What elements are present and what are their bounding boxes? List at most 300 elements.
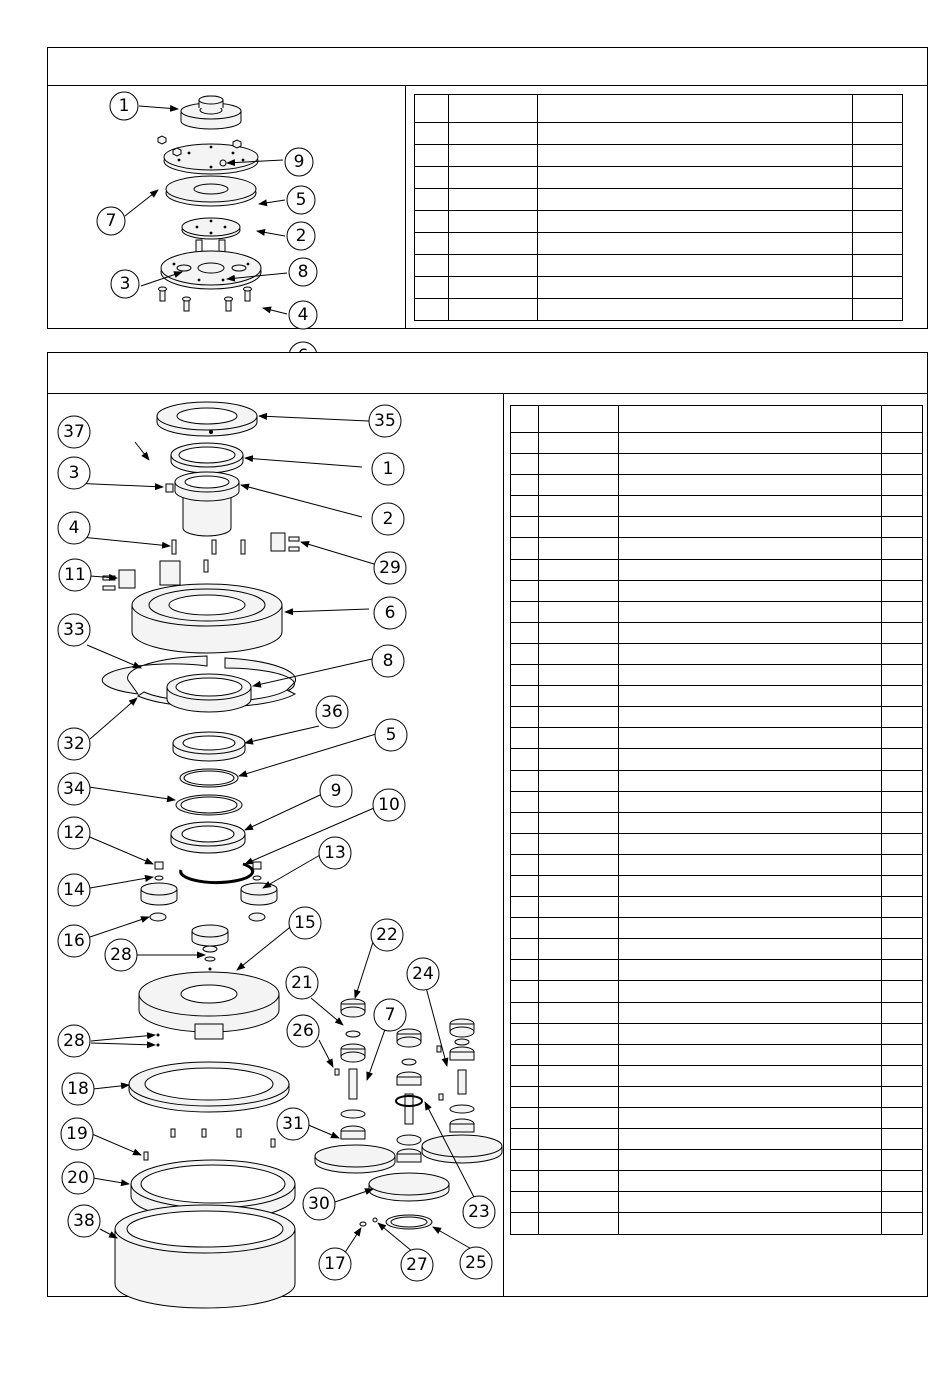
cell-code [539, 1086, 619, 1107]
cell-pos [511, 960, 539, 981]
cell-qty [853, 233, 903, 255]
top-col-code [449, 95, 538, 123]
top-assembly-panel [47, 47, 928, 329]
cell-description [619, 643, 882, 664]
cell-pos [415, 255, 449, 277]
table-row [415, 255, 903, 277]
bottom-parts-table [510, 405, 923, 1235]
cell-qty [882, 1065, 923, 1086]
table-row [511, 791, 923, 812]
cell-qty [882, 981, 923, 1002]
cell-pos [511, 875, 539, 896]
bottom-exploded-diagram [49, 394, 502, 1296]
cell-pos [511, 559, 539, 580]
cell-code [449, 233, 538, 255]
cell-description [619, 665, 882, 686]
callout-bottom-7: 7 [384, 1005, 396, 1025]
cell-qty [882, 1192, 923, 1213]
table-row [511, 1044, 923, 1065]
cell-pos [511, 812, 539, 833]
cell-pos [511, 897, 539, 918]
bottom-col-pos [511, 406, 539, 433]
cell-qty [882, 875, 923, 896]
cell-qty [882, 433, 923, 454]
callout-top-8: 8 [297, 262, 309, 282]
callout-bottom-4: 4 [68, 518, 80, 538]
table-row [415, 145, 903, 167]
table-row [415, 189, 903, 211]
cell-qty [882, 728, 923, 749]
cell-code [539, 622, 619, 643]
cell-pos [511, 454, 539, 475]
cell-code [539, 580, 619, 601]
cell-description [619, 601, 882, 622]
cell-code [539, 939, 619, 960]
table-row [511, 601, 923, 622]
cell-pos [511, 517, 539, 538]
cell-description [619, 538, 882, 559]
cell-pos [511, 1150, 539, 1171]
cell-code [539, 791, 619, 812]
callout-bottom-15: 15 [294, 913, 316, 933]
cell-pos [415, 145, 449, 167]
table-row [511, 686, 923, 707]
cell-code [539, 812, 619, 833]
cell-qty [853, 167, 903, 189]
cell-qty [882, 939, 923, 960]
cell-qty [882, 580, 923, 601]
cell-pos [511, 433, 539, 454]
table-row [511, 854, 923, 875]
callout-bottom-12: 12 [63, 823, 85, 843]
cell-pos [511, 1044, 539, 1065]
callout-bottom-20: 20 [67, 1168, 89, 1188]
cell-code [539, 475, 619, 496]
cell-description [619, 580, 882, 601]
table-row [511, 981, 923, 1002]
table-row [511, 1108, 923, 1129]
cell-description [619, 1150, 882, 1171]
table-row [511, 749, 923, 770]
cell-code [539, 1108, 619, 1129]
cell-qty [882, 897, 923, 918]
cell-pos [511, 538, 539, 559]
cell-qty [882, 686, 923, 707]
cell-description [619, 1002, 882, 1023]
cell-description [619, 875, 882, 896]
cell-description [619, 1192, 882, 1213]
table-row [415, 277, 903, 299]
callout-bottom-10: 10 [378, 795, 400, 815]
cell-code [539, 1065, 619, 1086]
cell-qty [882, 559, 923, 580]
cell-code [539, 918, 619, 939]
cell-code [539, 433, 619, 454]
callout-bottom-33: 33 [63, 620, 85, 640]
cell-pos [511, 1171, 539, 1192]
table-row [511, 496, 923, 517]
cell-code [539, 454, 619, 475]
cell-pos [511, 496, 539, 517]
cell-pos [511, 1213, 539, 1234]
cell-code [539, 728, 619, 749]
cell-pos [511, 1108, 539, 1129]
cell-code [539, 643, 619, 664]
top-parts-table-body [415, 123, 903, 321]
callout-top-9: 9 [293, 152, 305, 172]
cell-description [619, 559, 882, 580]
top-col-qty [853, 95, 903, 123]
cell-pos [511, 665, 539, 686]
cell-pos [415, 123, 449, 145]
cell-qty [882, 643, 923, 664]
cell-description [538, 233, 853, 255]
cell-pos [511, 1065, 539, 1086]
callout-bottom-3: 3 [68, 463, 80, 483]
bottom-parts-table-header [511, 406, 923, 433]
table-row [511, 622, 923, 643]
table-row [511, 875, 923, 896]
callout-top-7: 7 [105, 211, 117, 231]
cell-description [619, 728, 882, 749]
cell-pos [511, 728, 539, 749]
cell-qty [882, 454, 923, 475]
table-row [511, 897, 923, 918]
cell-qty [882, 517, 923, 538]
cell-code [539, 686, 619, 707]
cell-qty [882, 854, 923, 875]
cell-code [539, 875, 619, 896]
cell-description [619, 622, 882, 643]
bottom-col-qty [882, 406, 923, 433]
table-row [511, 1213, 923, 1234]
cell-pos [415, 167, 449, 189]
cell-pos [511, 686, 539, 707]
cell-description [619, 1086, 882, 1107]
bottom-col-code [539, 406, 619, 433]
callout-bottom-26: 26 [292, 1021, 314, 1041]
cell-description [619, 496, 882, 517]
cell-qty [882, 960, 923, 981]
cell-qty [882, 812, 923, 833]
callout-bottom-11: 11 [64, 565, 86, 585]
cell-code [539, 707, 619, 728]
cell-description [619, 791, 882, 812]
cell-code [539, 496, 619, 517]
cell-qty [882, 707, 923, 728]
cell-qty [882, 601, 923, 622]
cell-qty [882, 1108, 923, 1129]
cell-description [538, 145, 853, 167]
callout-bottom-18: 18 [67, 1079, 89, 1099]
callout-bottom-14: 14 [63, 880, 85, 900]
table-row [511, 770, 923, 791]
table-row [511, 475, 923, 496]
callout-bottom-25: 25 [465, 1253, 487, 1273]
table-row [511, 643, 923, 664]
callout-bottom-36: 36 [321, 702, 343, 722]
table-row [415, 123, 903, 145]
table-row [511, 707, 923, 728]
cell-description [619, 833, 882, 854]
top-exploded-diagram [49, 86, 404, 328]
bottom-parts-table-body [511, 433, 923, 1235]
cell-code [539, 897, 619, 918]
cell-code [449, 167, 538, 189]
cell-pos [511, 475, 539, 496]
cell-qty [882, 1171, 923, 1192]
cell-qty [882, 791, 923, 812]
cell-description [619, 1129, 882, 1150]
table-row [511, 833, 923, 854]
callout-bottom-13: 13 [324, 843, 346, 863]
cell-qty [882, 1044, 923, 1065]
callout-bottom-17: 17 [324, 1254, 346, 1274]
cell-description [619, 1213, 882, 1234]
cell-code [539, 1192, 619, 1213]
callout-bottom-29: 29 [379, 558, 401, 578]
cell-description [538, 123, 853, 145]
table-row [511, 1023, 923, 1044]
cell-description [619, 686, 882, 707]
top-panel-divider [405, 86, 406, 328]
callout-bottom-37: 37 [63, 422, 85, 442]
table-row [511, 559, 923, 580]
cell-code [539, 854, 619, 875]
cell-qty [882, 833, 923, 854]
cell-qty [882, 749, 923, 770]
cell-code [539, 1044, 619, 1065]
cell-code [539, 833, 619, 854]
callout-bottom-9: 9 [330, 781, 342, 801]
cell-pos [511, 601, 539, 622]
table-row [511, 1192, 923, 1213]
cell-description [538, 255, 853, 277]
cell-description [619, 812, 882, 833]
cell-description [538, 189, 853, 211]
cell-description [619, 918, 882, 939]
cell-qty [853, 211, 903, 233]
table-row [511, 580, 923, 601]
cell-pos [511, 749, 539, 770]
bottom-panel-divider [503, 394, 504, 1296]
table-row [511, 454, 923, 475]
callout-bottom-24: 24 [412, 964, 434, 984]
cell-description [619, 517, 882, 538]
cell-pos [415, 233, 449, 255]
cell-pos [511, 707, 539, 728]
table-row [511, 665, 923, 686]
cell-description [619, 433, 882, 454]
cell-qty [882, 1150, 923, 1171]
cell-description [619, 1044, 882, 1065]
cell-pos [415, 189, 449, 211]
cell-description [619, 454, 882, 475]
cell-code [539, 517, 619, 538]
table-row [511, 939, 923, 960]
cell-code [539, 960, 619, 981]
table-row [415, 233, 903, 255]
cell-description [619, 1108, 882, 1129]
cell-code [539, 749, 619, 770]
callout-bottom-38: 38 [73, 1211, 95, 1231]
cell-description [538, 299, 853, 321]
cell-pos [511, 1192, 539, 1213]
cell-description [538, 167, 853, 189]
cell-description [619, 1065, 882, 1086]
cell-pos [511, 622, 539, 643]
cell-qty [853, 145, 903, 167]
cell-code [539, 1150, 619, 1171]
cell-code [449, 123, 538, 145]
cell-code [449, 299, 538, 321]
cell-pos [511, 833, 539, 854]
top-parts-table-header [415, 95, 903, 123]
table-row [415, 299, 903, 321]
top-parts-table [414, 94, 903, 321]
cell-qty [853, 189, 903, 211]
callout-top-5: 5 [295, 190, 307, 210]
cell-code [539, 601, 619, 622]
cell-pos [415, 277, 449, 299]
cell-code [539, 559, 619, 580]
cell-qty [882, 665, 923, 686]
cell-qty [882, 538, 923, 559]
cell-description [619, 475, 882, 496]
cell-code [539, 538, 619, 559]
callout-bottom-21: 21 [291, 973, 313, 993]
cell-description [619, 960, 882, 981]
bottom-assembly-panel [47, 352, 928, 1297]
callout-bottom-28a: 28 [110, 945, 132, 965]
bottom-title-bar [48, 353, 927, 394]
callout-bottom-31: 31 [282, 1114, 304, 1134]
cell-pos [511, 939, 539, 960]
cell-qty [882, 918, 923, 939]
callout-bottom-22: 22 [376, 925, 398, 945]
cell-qty [853, 299, 903, 321]
cell-qty [882, 1086, 923, 1107]
table-row [511, 517, 923, 538]
cell-qty [882, 770, 923, 791]
cell-description [538, 277, 853, 299]
cell-code [449, 255, 538, 277]
cell-pos [511, 580, 539, 601]
cell-pos [511, 770, 539, 791]
cell-code [449, 189, 538, 211]
cell-pos [511, 1023, 539, 1044]
callout-bottom-16: 16 [63, 931, 85, 951]
cell-pos [511, 791, 539, 812]
cell-code [539, 770, 619, 791]
cell-code [539, 1129, 619, 1150]
table-row [511, 1065, 923, 1086]
callout-bottom-19: 19 [66, 1124, 88, 1144]
top-col-description [538, 95, 853, 123]
cell-code [539, 665, 619, 686]
cell-pos [511, 981, 539, 1002]
cell-code [539, 1002, 619, 1023]
cell-description [538, 211, 853, 233]
cell-qty [882, 1002, 923, 1023]
cell-code [449, 145, 538, 167]
callout-bottom-5: 5 [385, 725, 397, 745]
cell-qty [882, 475, 923, 496]
table-row [511, 538, 923, 559]
callout-bottom-32: 32 [63, 734, 85, 754]
cell-pos [415, 211, 449, 233]
callout-bottom-28b: 28 [63, 1031, 85, 1051]
top-col-pos [415, 95, 449, 123]
table-row [511, 1086, 923, 1107]
callout-bottom-30: 30 [308, 1194, 330, 1214]
cell-description [619, 749, 882, 770]
cell-pos [511, 854, 539, 875]
cell-qty [882, 1213, 923, 1234]
cell-description [619, 854, 882, 875]
callout-bottom-1: 1 [382, 459, 394, 479]
cell-description [619, 707, 882, 728]
table-row [511, 1002, 923, 1023]
cell-code [539, 1213, 619, 1234]
cell-pos [415, 299, 449, 321]
table-row [511, 433, 923, 454]
table-row [511, 960, 923, 981]
cell-code [539, 981, 619, 1002]
cell-pos [511, 1086, 539, 1107]
table-row [511, 1150, 923, 1171]
table-row [511, 1129, 923, 1150]
cell-qty [882, 622, 923, 643]
table-row [511, 728, 923, 749]
cell-qty [853, 277, 903, 299]
callout-top-3: 3 [119, 274, 131, 294]
callout-top-2: 2 [295, 226, 307, 246]
table-row [415, 211, 903, 233]
table-row [511, 918, 923, 939]
cell-description [619, 1171, 882, 1192]
callout-bottom-35: 35 [374, 411, 396, 431]
cell-code [449, 211, 538, 233]
cell-description [619, 1023, 882, 1044]
cell-qty [882, 1023, 923, 1044]
cell-qty [882, 1129, 923, 1150]
top-title-bar [48, 48, 927, 86]
cell-code [449, 277, 538, 299]
cell-description [619, 770, 882, 791]
cell-pos [511, 1002, 539, 1023]
cell-code [539, 1171, 619, 1192]
callout-bottom-27: 27 [406, 1255, 428, 1275]
cell-pos [511, 918, 539, 939]
callout-top-4: 4 [297, 305, 309, 325]
cell-code [539, 1023, 619, 1044]
table-row [511, 812, 923, 833]
cell-pos [511, 643, 539, 664]
callout-bottom-2: 2 [382, 509, 394, 529]
callout-bottom-34: 34 [63, 779, 85, 799]
callout-bottom-6: 6 [384, 603, 396, 623]
callout-top-1: 1 [118, 96, 130, 116]
cell-description [619, 939, 882, 960]
cell-pos [511, 1129, 539, 1150]
cell-description [619, 981, 882, 1002]
callout-bottom-23: 23 [468, 1202, 490, 1222]
cell-qty [853, 255, 903, 277]
cell-qty [882, 496, 923, 517]
table-row [415, 167, 903, 189]
callout-bottom-8: 8 [382, 651, 394, 671]
